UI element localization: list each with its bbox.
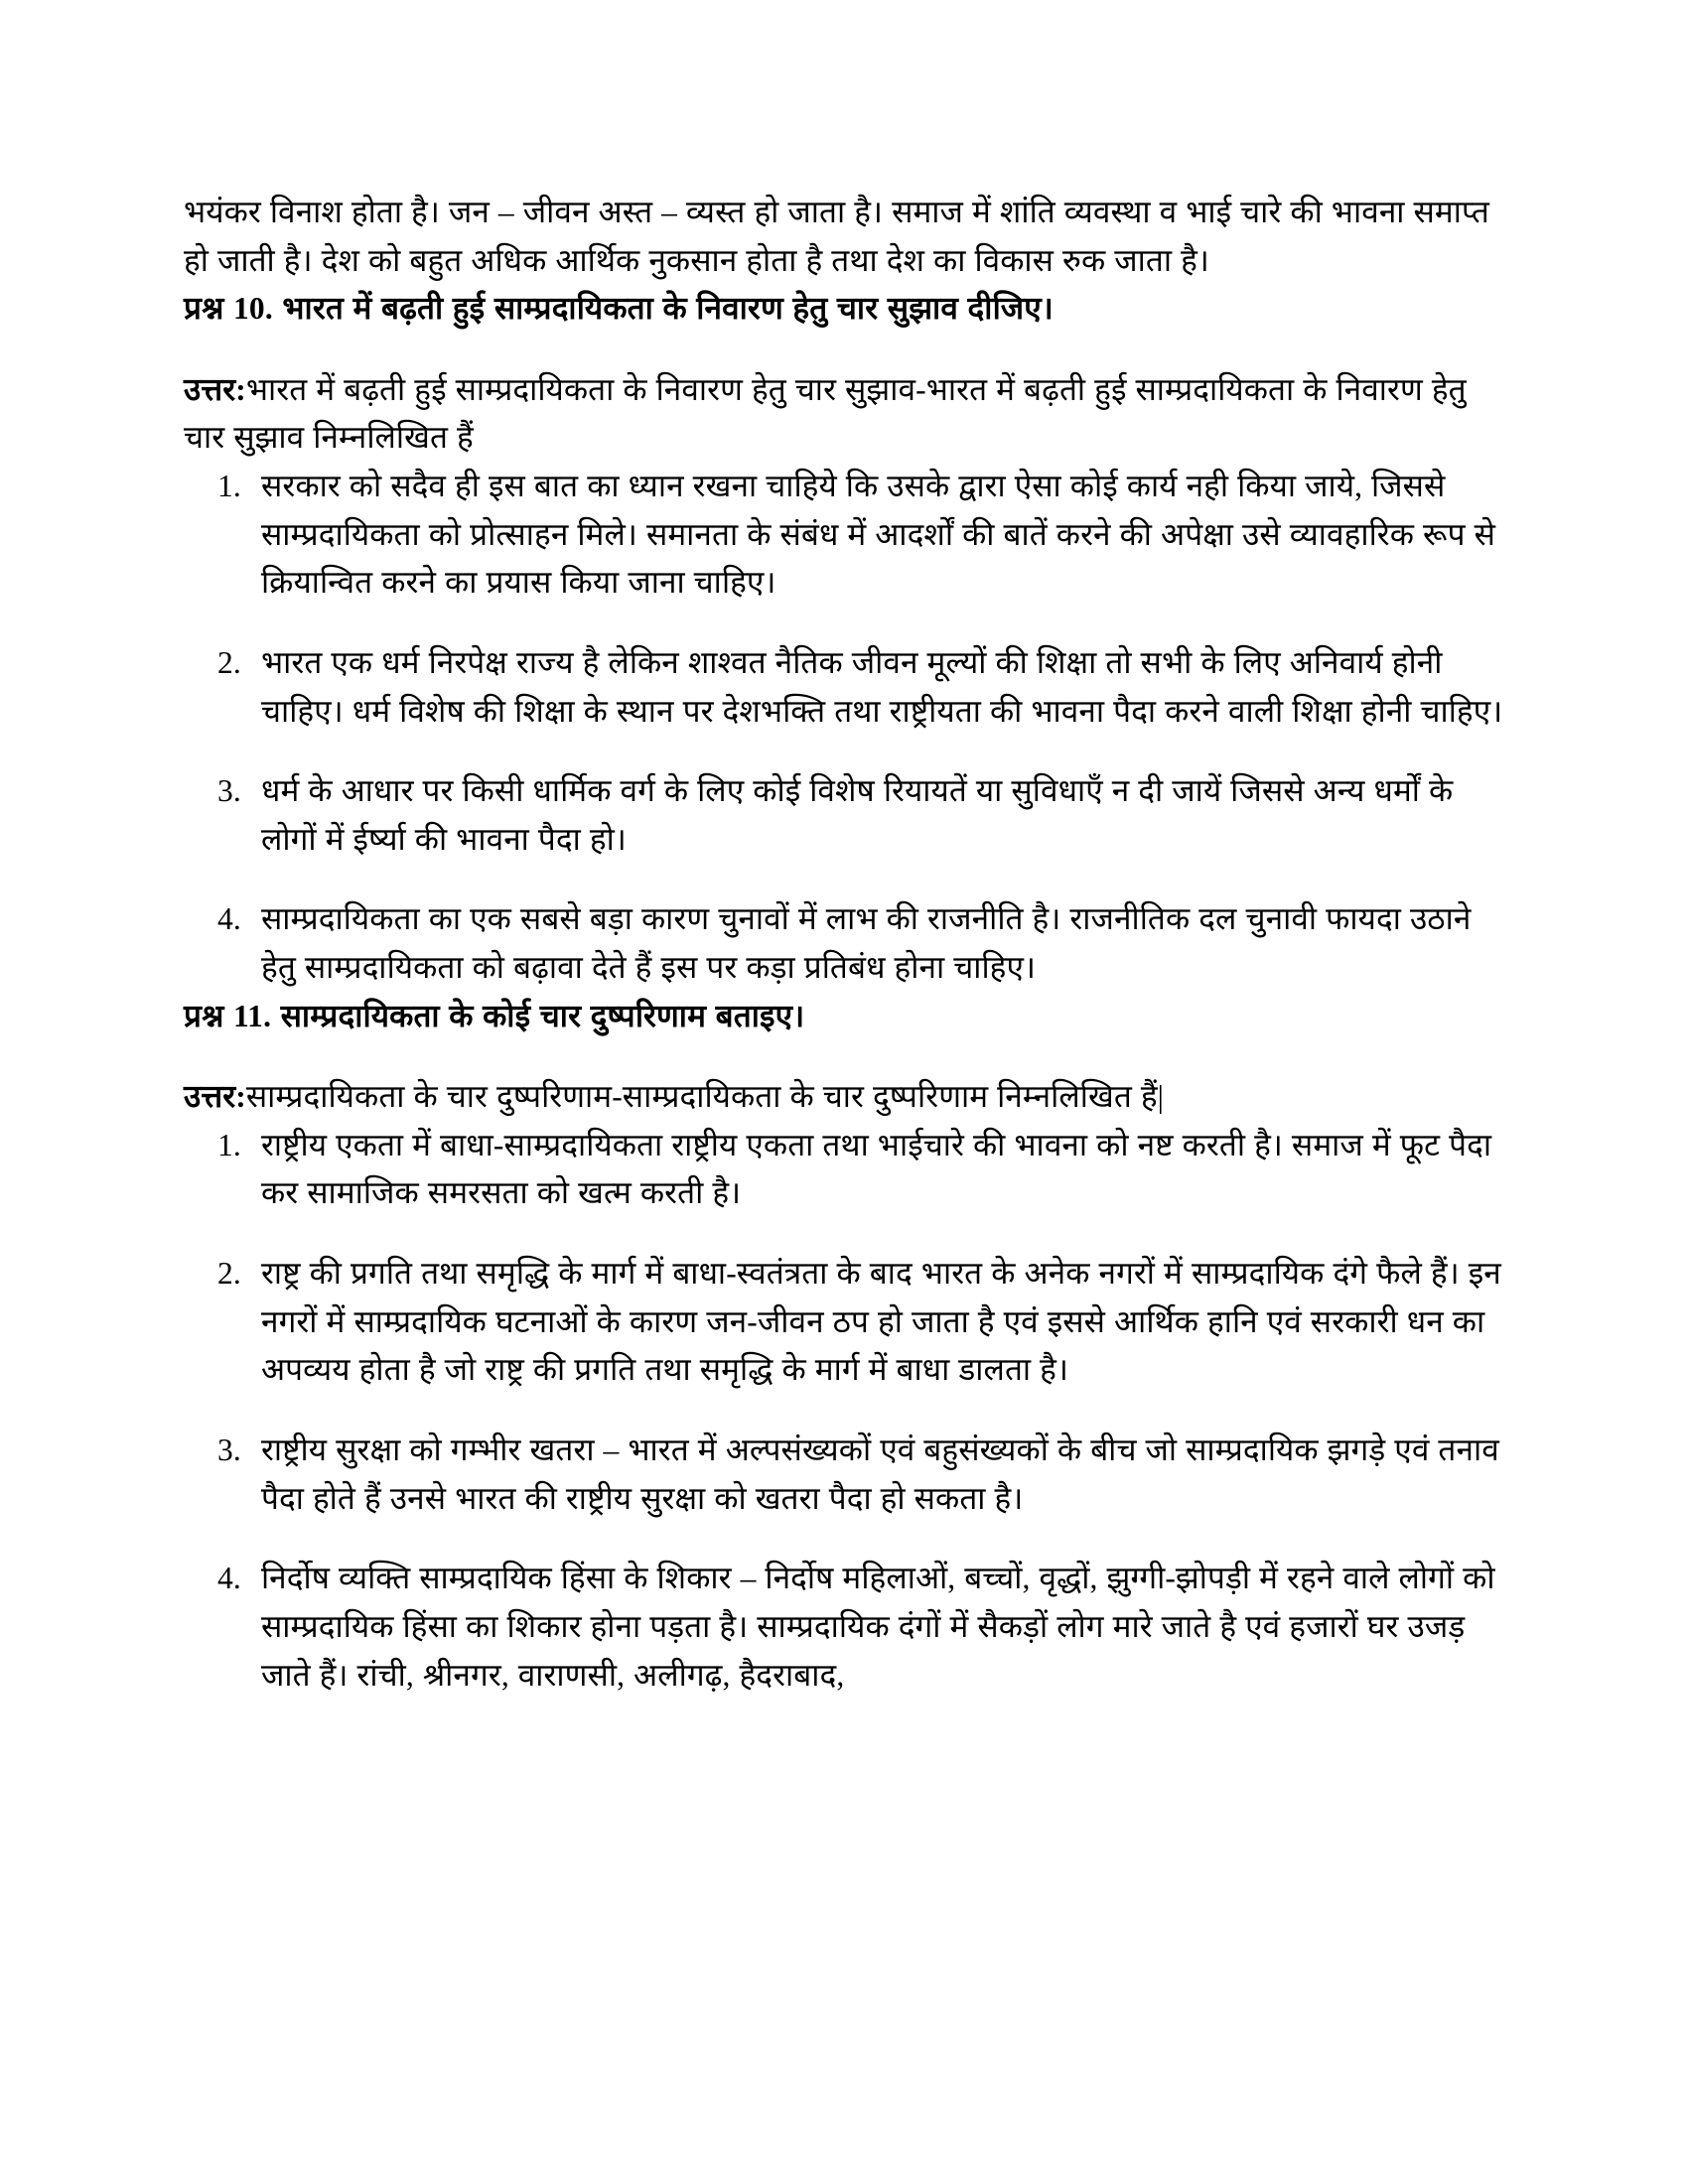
intro-paragraph: भयंकर विनाश होता है। जन – जीवन अस्त – व्यस्त हो जाता है। समाज में शांति व्यवस्था व भाई चारे की भावना समाप्त हो जाती है। देश को बहुत अधिक आर्थिक नुकसान होता है तथा देश का विकास रुक जाता है। <box>184 195 1489 278</box>
answer-text-11: साम्प्रदायिकता के चार दुष्परिणाम-साम्प्रदायिकता के चार दुष्परिणाम निम्नलिखित हैं| <box>245 1079 1165 1115</box>
answer-label-10: उत्तर: <box>184 371 246 407</box>
answer-list-11 <box>184 1122 1514 1701</box>
answer-label-11: उत्तर: <box>184 1079 246 1115</box>
list-item: निर्दोष व्यक्ति साम्प्रदायिक हिंसा के शिकार – निर्दोष महिलाओं, बच्चों, वृद्धों, झुग्गी-झोपड़ी में रहने वाले लोगों को साम्प्रदायिक हिंसा का शिकार होना पड़ता है। साम्प्रदायिक दंगों में सैकड़ों लोग मारे जाते है एवं हजारों घर उजड़ जाते हैं। रांची, श्रीनगर, वाराणसी, अलीगढ़, हैदराबाद, <box>261 1561 1495 1693</box>
list-item: साम्प्रदायिकता का एक सबसे बड़ा कारण चुनावों में लाभ की राजनीति है। राजनीतिक दल चुनावी फायदा उठाने हेतु साम्प्रदायिकता को बढ़ावा देते हैं इस पर कड़ा प्रतिबंध होना चाहिए। <box>261 901 1472 986</box>
answer-paragraph-10 <box>184 366 1514 463</box>
list-item: राष्ट्र की प्रगति तथा समृद्धि के मार्ग में बाधा-स्वतंत्रता के बाद भारत के अनेक नगरों में साम्प्रदायिक दंगे फैले हैं। इन नगरों में साम्प्रदायिक घटनाओं के कारण जन-जीवन ठप हो जाता है एवं इससे आर्थिक हानि एवं सरकारी धन का अपव्यय होता है जो राष्ट्र की प्रगति तथा समृद्धि के मार्ग में बाधा डालता है। <box>261 1256 1501 1388</box>
answer-list-10 <box>184 463 1514 993</box>
list-item: धर्म के आधार पर किसी धार्मिक वर्ग के लिए कोई विशेष रियायतें या सुविधाएँ न दी जायें जिससे अन्य धर्मों के लोगों में ईर्ष्या की भावना पैदा हो। <box>261 773 1454 857</box>
answer-paragraph-11 <box>184 1073 1514 1122</box>
question-heading-10: प्रश्न 10. भारत में बढ़ती हुई साम्प्रदायिकता के निवारण हेतु चार सुझाव दीजिए। <box>184 291 1054 327</box>
list-item: राष्ट्रीय एकता में बाधा-साम्प्रदायिकता राष्ट्रीय एकता तथा भाईचारे की भावना को नष्ट करती है। समाज में फूट पैदा कर सामाजिक समरसता को खत्म करती है। <box>261 1127 1492 1211</box>
document-body <box>184 189 1514 1700</box>
list-item: राष्ट्रीय सुरक्षा को गम्भीर खतरा – भारत में अल्पसंख्यकों एवं बहुसंख्यकों के बीच जो साम्प्रदायिक झगड़े एवं तनाव पैदा होते हैं उनसे भारत की राष्ट्रीय सुरक्षा को खतरा पैदा हो सकता है। <box>261 1432 1499 1516</box>
answer-text-10: भारत में बढ़ती हुई साम्प्रदायिकता के निवारण हेतु चार सुझाव-भारत में बढ़ती हुई साम्प्रदायिकता के निवारण हेतु चार सुझाव निम्नलिखित हैं <box>184 371 1467 456</box>
list-item: सरकार को सदैव ही इस बात का ध्यान रखना चाहिये कि उसके द्वारा ऐसा कोई कार्य नही किया जाये, जिससे साम्प्रदायिकता को प्रोत्साहन मिले। समानता के संबंध में आदर्शों की बातें करने की अपेक्षा उसे व्यावहारिक रूप से क्रियान्वित करने का प्रयास किया जाना चाहिए। <box>261 468 1495 601</box>
question-heading-11: प्रश्न 11. साम्प्रदायिकता के कोई चार दुष्परिणाम बताइए। <box>184 998 805 1033</box>
list-item: भारत एक धर्म निरपेक्ष राज्य है लेकिन शाश्वत नैतिक जीवन मूल्यों की शिक्षा तो सभी के लिए अनिवार्य होनी चाहिए। धर्म विशेष की शिक्षा के स्थान पर देशभक्ति तथा राष्ट्रीयता की भावना पैदा करने वाली शिक्षा होनी चाहिए। <box>261 644 1503 729</box>
